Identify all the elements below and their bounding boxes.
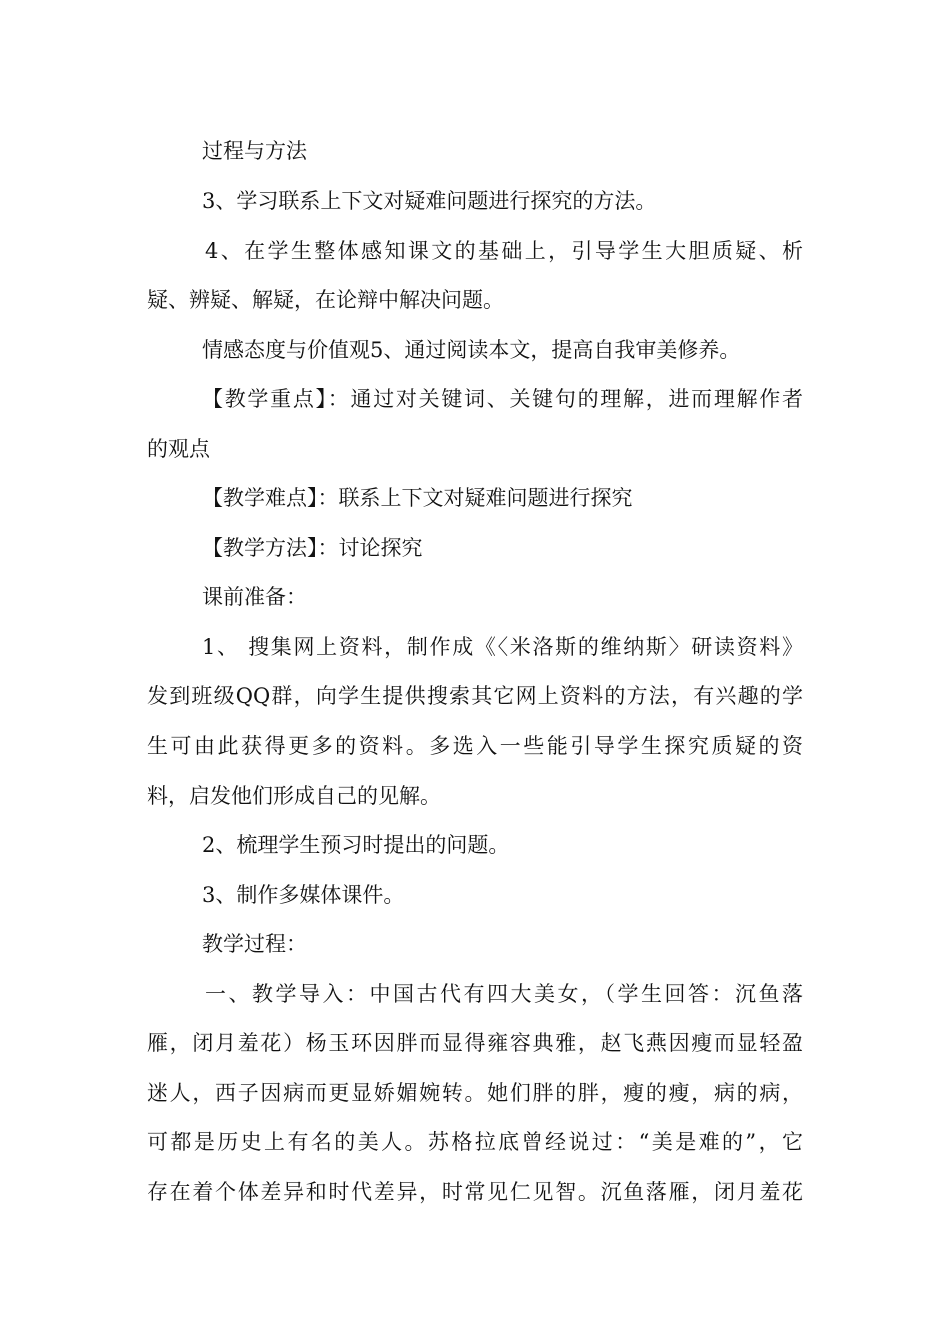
paragraph-line: 可都是历史上有名的美人。苏格拉底曾经说过：“美是难的”，它 xyxy=(147,1130,803,1154)
section-heading-teaching-process: 教学过程： xyxy=(202,932,307,956)
section-heading-process-method: 过程与方法 xyxy=(202,139,307,163)
paragraph-line: 一、教学导入：中国古代有四大美女，（学生回答：沉鱼落 xyxy=(205,982,803,1006)
paragraph-line: 疑、辨疑、解疑，在论辩中解决问题。 xyxy=(147,288,504,312)
paragraph-line: 迷人，西子因病而更显娇媚婉转。她们胖的胖，瘦的瘦，病的病， xyxy=(147,1081,803,1105)
section-heading-preparation: 课前准备： xyxy=(202,585,307,609)
teaching-focus-line: 【教学重点】：通过对关键词、关键句的理解，进而理解作者 xyxy=(202,387,803,411)
paragraph-line: 3、制作多媒体课件。 xyxy=(202,883,405,907)
paragraph-line: 发到班级QQ群，向学生提供搜索其它网上资料的方法，有兴趣的学 xyxy=(147,684,803,708)
paragraph-line: 1、 搜集网上资料，制作成《〈米洛斯的维纳斯〉研读资料》 xyxy=(202,635,803,659)
paragraph-line: 生可由此获得更多的资料。多选入一些能引导学生探究质疑的资 xyxy=(147,734,803,758)
paragraph-line: 4、在学生整体感知课文的基础上，引导学生大胆质疑、析 xyxy=(205,239,803,263)
paragraph-line: 料，启发他们形成自己的见解。 xyxy=(147,784,441,808)
paragraph-line: 的观点 xyxy=(147,437,210,461)
paragraph-line: 雁，闭月羞花）杨玉环因胖而显得雍容典雅，赵飞燕因瘦而显轻盈 xyxy=(147,1031,803,1055)
paragraph-line: 情感态度与价值观5、通过阅读本文，提高自我审美修养。 xyxy=(202,338,741,362)
paragraph-line: 2、梳理学生预习时提出的问题。 xyxy=(202,833,510,857)
paragraph-line: 存在着个体差异和时代差异，时常见仁见智。沉鱼落雁，闭月羞花 xyxy=(147,1180,803,1204)
paragraph-line: 3、学习联系上下文对疑难问题进行探究的方法。 xyxy=(202,189,657,213)
teaching-difficulty-line: 【教学难点】：联系上下文对疑难问题进行探究 xyxy=(202,486,633,510)
teaching-method-line: 【教学方法】：讨论探究 xyxy=(202,536,423,560)
